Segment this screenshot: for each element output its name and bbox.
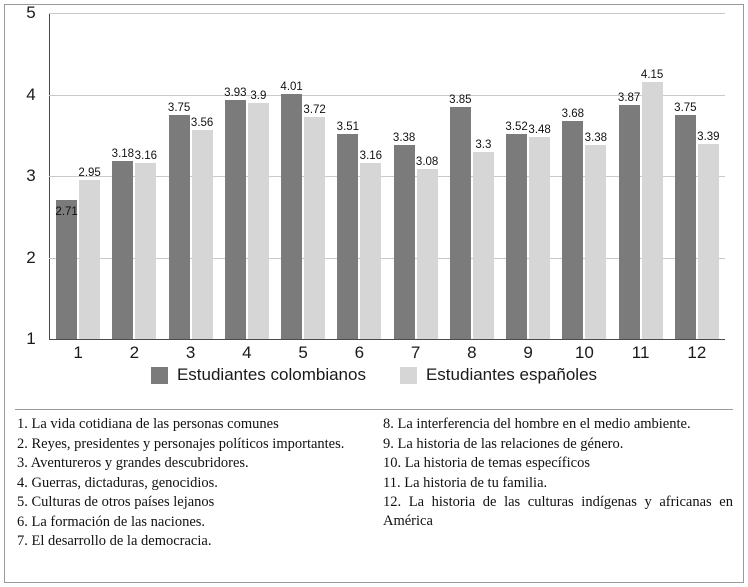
bar — [529, 137, 550, 339]
bar-value-label: 3.38 — [392, 132, 416, 145]
caption-column-left — [17, 415, 367, 575]
bar-value-label: 4.15 — [640, 69, 664, 82]
bar-value-label: 3.3 — [475, 138, 492, 151]
bar-value-label: 3.68 — [561, 107, 585, 120]
bar — [562, 121, 583, 339]
bar-value-label: 3.75 — [167, 101, 191, 114]
bar-value-label: 3.39 — [697, 131, 720, 144]
bar-value-label: 3.72 — [303, 104, 326, 117]
bar — [79, 180, 100, 339]
x-axis-tick-label: 3 — [185, 343, 196, 362]
x-axis-tick-label: 4 — [242, 343, 252, 362]
legend-item-espanoles — [400, 365, 597, 385]
bar-group — [50, 13, 106, 339]
bar-value-label: 3.9 — [250, 89, 267, 102]
y-axis-tick-label: 4 — [26, 84, 36, 104]
bar — [135, 163, 156, 339]
bar-value-label: 2.71 — [55, 205, 78, 218]
caption-divider — [15, 409, 733, 410]
bar-value-label: 3.18 — [111, 148, 135, 161]
bar-chart — [5, 5, 743, 405]
caption-column-right — [383, 415, 733, 575]
bar — [394, 145, 415, 339]
y-axis-tick-label: 5 — [26, 3, 36, 22]
legend-swatch-icon — [400, 367, 417, 384]
x-axis-tick-label: 12 — [687, 343, 707, 362]
bar-value-label: 4.01 — [280, 80, 303, 93]
bar — [169, 115, 190, 339]
bar — [281, 94, 302, 339]
bar — [417, 169, 438, 339]
x-axis-tick-label: 8 — [467, 343, 477, 362]
chart-legend — [5, 365, 743, 385]
bar-value-label: 2.95 — [78, 167, 101, 180]
caption-line: 11. La historia de tu familia. — [383, 474, 548, 491]
x-axis-tick-label: 7 — [410, 343, 421, 362]
bar — [192, 130, 213, 339]
caption-line: 12. La historia de las culturas indígenas y africanas en América — [383, 494, 733, 529]
x-axis-tick-label: 10 — [574, 343, 594, 362]
x-axis-tick-label: 6 — [354, 343, 365, 362]
caption-line: 7. El desarrollo de la democracia. — [17, 533, 212, 550]
y-axis-tick-label: 2 — [26, 247, 36, 267]
bar-group — [556, 13, 612, 339]
bar-group — [275, 13, 331, 339]
bar-group — [106, 13, 162, 339]
x-axis-tick-label: 11 — [631, 343, 650, 362]
bar-group — [163, 13, 219, 339]
y-axis-tick-label: 3 — [26, 166, 36, 185]
caption-line: 5. Culturas de otros países lejanos — [17, 494, 215, 511]
bar-value-label: 3.87 — [617, 92, 641, 105]
caption-line: 6. La formación de las naciones. — [17, 513, 206, 530]
bar — [304, 117, 325, 339]
caption-line: 10. La historia de temas específicos — [383, 455, 590, 472]
bar-group — [613, 13, 669, 339]
bar-value-label: 3.16 — [134, 149, 158, 162]
caption-line: 9. La historia de las relaciones de género. — [383, 435, 624, 452]
bar — [360, 163, 381, 339]
caption-line: 3. Aventureros y grandes descubridores. — [17, 455, 249, 472]
bars-container — [50, 13, 725, 339]
bar-value-label: 3.52 — [505, 120, 528, 133]
bar — [248, 103, 269, 339]
legend-item-colombianos — [151, 365, 366, 385]
figure-frame — [4, 4, 744, 583]
bar — [675, 115, 696, 339]
bar — [585, 145, 606, 339]
legend-label: Estudiantes españoles — [425, 365, 598, 384]
bar — [337, 134, 358, 339]
bar-value-label: 3.93 — [224, 87, 247, 100]
x-axis-line — [49, 339, 725, 340]
bar-value-label: 3.85 — [449, 93, 472, 106]
bar — [473, 152, 494, 339]
caption-line: 2. Reyes, presidentes y personajes políticos importantes. — [17, 435, 345, 452]
bar-group — [219, 13, 275, 339]
bar-value-label: 3.75 — [674, 101, 697, 114]
x-axis-tick-label: 9 — [523, 343, 533, 362]
bar-value-label: 3.51 — [336, 121, 360, 134]
bar-group — [388, 13, 444, 339]
bar-value-label: 3.48 — [528, 123, 551, 136]
caption-line: 1. La vida cotidiana de las personas comunes — [17, 416, 279, 432]
legend-label: Estudiantes colombianos — [176, 365, 366, 384]
bar-value-label: 3.38 — [584, 132, 608, 145]
bar — [112, 161, 133, 339]
caption-line: 8. La interferencia del hombre en el medio ambiente. — [383, 416, 691, 432]
bar-group — [444, 13, 500, 339]
bar — [506, 134, 527, 339]
x-axis-tick-label: 1 — [73, 343, 83, 362]
bar-value-label: 3.56 — [190, 117, 214, 130]
bar — [642, 82, 663, 339]
bar — [56, 200, 77, 339]
bar — [225, 100, 246, 339]
x-axis-tick-label: 5 — [298, 343, 308, 362]
bar — [698, 144, 719, 339]
bar-group — [500, 13, 556, 339]
bar-group — [669, 13, 725, 339]
y-axis-tick-label: 1 — [26, 329, 36, 348]
bar — [619, 105, 640, 339]
bar-group — [331, 13, 387, 339]
bar-value-label: 3.16 — [359, 149, 383, 162]
x-axis-tick-label: 2 — [129, 343, 140, 362]
bar-value-label: 3.08 — [415, 156, 439, 169]
figure-caption — [17, 415, 733, 575]
plot-area — [19, 3, 725, 362]
caption-line: 4. Guerras, dictaduras, genocidios. — [17, 474, 218, 491]
legend-swatch-icon — [151, 367, 168, 384]
